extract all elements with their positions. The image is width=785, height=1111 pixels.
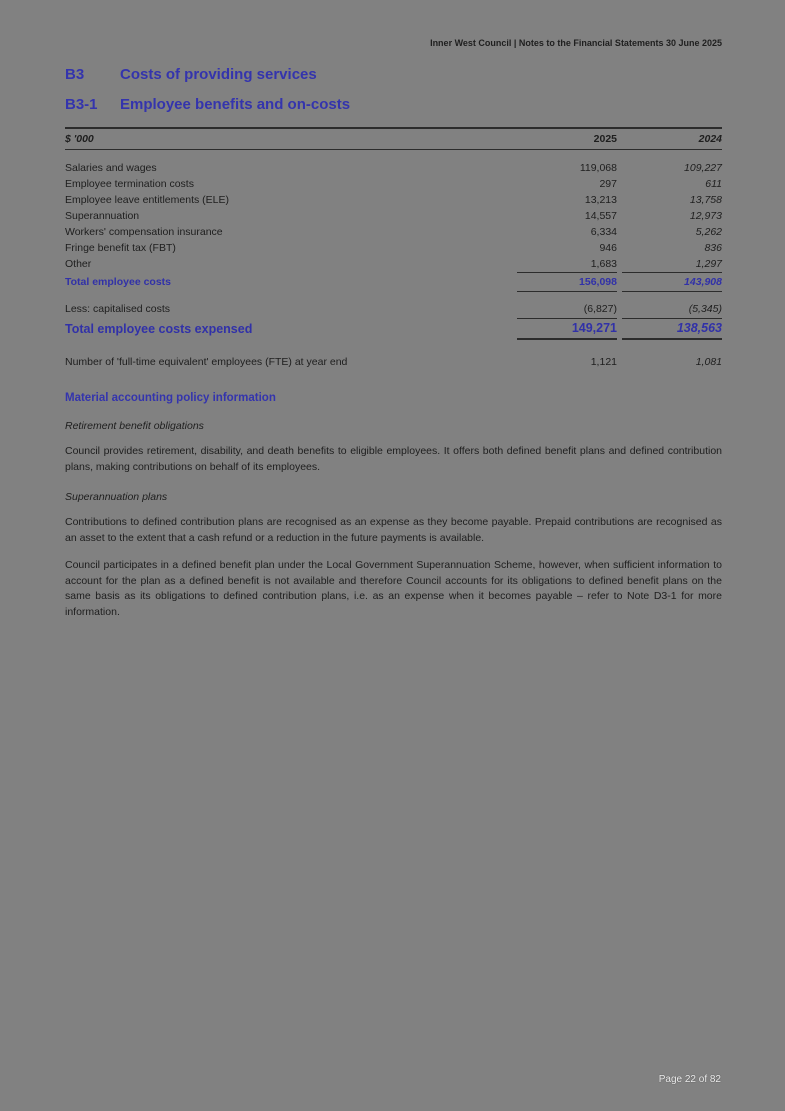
row-value-2025: 6,334 [590, 226, 617, 238]
spacer [65, 340, 722, 354]
row-value-2025: 119,068 [579, 162, 617, 174]
row-label: Total employee costs expensed [65, 322, 253, 336]
row-value-2024: 1,297 [695, 258, 722, 270]
row-value-2025: 14,557 [584, 210, 617, 222]
col-header-2024: 2024 [698, 133, 722, 145]
row-label: Less: capitalised costs [65, 303, 171, 315]
row-value-2024: (5,345) [688, 303, 722, 315]
page-number: Page 22 of 82 [658, 1074, 721, 1085]
spacer [65, 292, 722, 300]
table-row [65, 256, 722, 272]
policy-paragraph: Contributions to defined contribution plans are recognised as an expense as they become payable. Prepaid contributions are recognised as an asset to the extent that a cash refund or a reduction in the future payments is available. [65, 516, 722, 544]
subsection-title: Employee benefits and on-costs [120, 96, 351, 113]
row-label: Employee termination costs [65, 178, 194, 190]
table-row [65, 224, 722, 240]
subsection-code: B3-1 [65, 96, 98, 113]
row-value-2025: 149,271 [517, 318, 617, 340]
fte-row [65, 354, 722, 370]
policy-paragraph: Council participates in a defined benefit plan under the Local Government Superannuation Scheme, however, when sufficient information to account for the plan as a defined benefit is not available and therefore Council accounts for its obligations to defined benefit plans on the same basis as its obligations to defined contribution plans, i.e. as an expense when it becomes payable – refer to Note D3-1 for more information. [65, 559, 722, 618]
less-capitalised-costs-row [65, 300, 722, 318]
subsection-heading [65, 96, 722, 113]
row-value-2024: 611 [705, 178, 722, 190]
row-value-2024: 836 [704, 242, 722, 254]
table-row [65, 208, 722, 224]
row-value-2025: 946 [599, 242, 617, 254]
row-value-2025: 13,213 [584, 194, 617, 206]
row-label: Total employee costs [65, 276, 172, 288]
section-heading [65, 66, 722, 83]
policy-heading: Material accounting policy information [65, 392, 276, 404]
spacer [65, 150, 722, 160]
row-label: Superannuation [65, 210, 140, 222]
policy-subheading-superannuation: Superannuation plans [65, 491, 168, 503]
table-row [65, 240, 722, 256]
row-value-2025: (6,827) [583, 303, 617, 315]
policy-paragraph: Council provides retirement, disability, and death benefits to eligible employees. It offers both defined benefit plans and defined contribution plans, making contributions on behalf of its employees. [65, 445, 722, 473]
policy-subheading-retirement: Retirement benefit obligations [65, 420, 204, 432]
row-value-2024: 143,908 [622, 272, 722, 292]
total-employee-costs-row [65, 272, 722, 292]
row-value-2024: 13,758 [689, 194, 722, 206]
row-value-2024: 1,081 [695, 356, 722, 368]
section-code: B3 [65, 66, 85, 83]
row-value-2025: 1,683 [590, 258, 617, 270]
row-value-2024: 138,563 [622, 318, 722, 340]
section-title: Costs of providing services [120, 66, 317, 83]
col-header-2025: 2025 [593, 133, 617, 145]
row-value-2025: 156,098 [517, 272, 617, 292]
table-row [65, 192, 722, 208]
table-header-row [65, 127, 722, 150]
table-row [65, 176, 722, 192]
row-value-2024: 12,973 [689, 210, 722, 222]
row-value-2025: 297 [599, 178, 617, 190]
row-value-2024: 109,227 [684, 162, 722, 174]
page-content [65, 0, 722, 620]
row-value-2025: 1,121 [590, 356, 617, 368]
running-header: Inner West Council | Notes to the Financial Statements 30 June 2025 [430, 38, 722, 48]
row-label: Fringe benefit tax (FBT) [65, 242, 176, 254]
row-label: Salaries and wages [65, 162, 157, 174]
unit-label: $ '000 [65, 133, 94, 145]
row-label: Workers' compensation insurance [65, 226, 223, 238]
total-employee-costs-expensed-row [65, 318, 722, 340]
row-label: Number of 'full-time equivalent' employees (FTE) at year end [65, 356, 348, 368]
row-label: Other [65, 258, 92, 270]
table-row [65, 160, 722, 176]
employee-costs-table [65, 127, 722, 370]
row-label: Employee leave entitlements (ELE) [65, 194, 229, 206]
row-value-2024: 5,262 [695, 226, 722, 238]
